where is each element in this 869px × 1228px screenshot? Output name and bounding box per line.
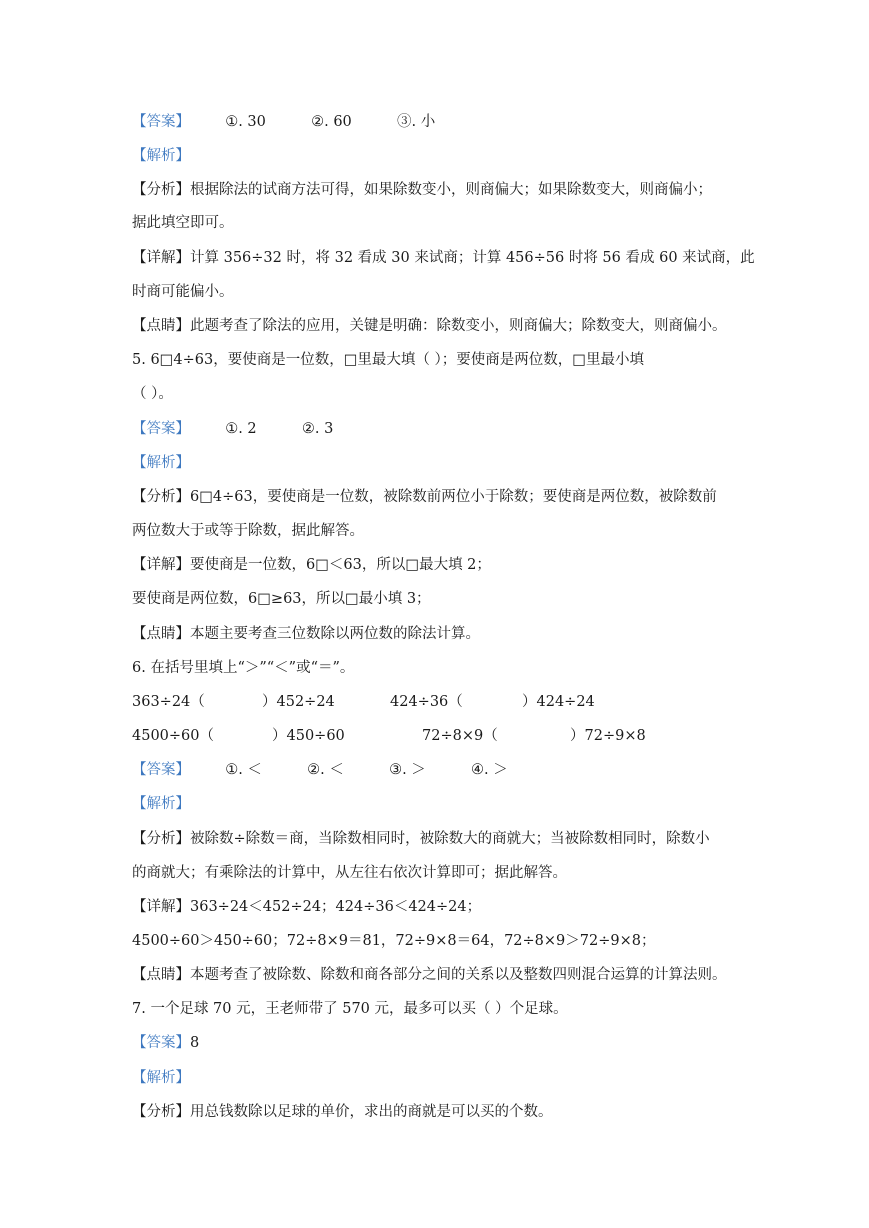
answer-label: 【答案】 bbox=[132, 762, 190, 778]
xiangjie-label: 【详解】 bbox=[132, 250, 190, 266]
q6-answer-line bbox=[132, 760, 749, 780]
q6-dianjing-text: 本题考查了被除数、除数和商各部分之间的关系以及整数四则混合运算的计算法则。 bbox=[190, 967, 727, 983]
analysis-label: 【解析】 bbox=[132, 1070, 190, 1086]
q6-row2-left-rhs: ）450÷60 bbox=[272, 728, 345, 744]
q6-row2-right-rhs: ）72÷9×8 bbox=[570, 728, 646, 744]
fenxi-label: 【分析】 bbox=[132, 831, 190, 847]
answer-label: 【答案】 bbox=[132, 1035, 190, 1051]
q6-answer-1: ①. ＜ bbox=[225, 762, 262, 778]
q6-row1-right-rhs: ）424÷24 bbox=[522, 694, 595, 710]
q7-answer-value: 8 bbox=[190, 1035, 200, 1051]
q4-answer-line bbox=[132, 112, 749, 132]
q7-question-line: 7. 一个足球 70 元，王老师带了 570 元，最多可以买（ ）个足球。 bbox=[132, 1001, 568, 1017]
q6-fenxi-line-1 bbox=[132, 829, 749, 849]
q5-question-line-1: 5. 6□4÷63，要使商是一位数，□里最大填（ ）；要使商是两位数，□里最小填 bbox=[132, 352, 644, 368]
dianjing-label: 【点睛】 bbox=[132, 318, 190, 334]
q6-row1-right-expr: 424÷36（ bbox=[390, 694, 463, 710]
q4-xiangjie-line-2: 时商可能偏小。 bbox=[132, 284, 234, 300]
q4-fenxi-line-1 bbox=[132, 180, 749, 200]
fenxi-label: 【分析】 bbox=[132, 489, 190, 505]
q6-answer-2: ②. ＜ bbox=[307, 762, 344, 778]
q4-dianjing-text: 此题考查了除法的应用，关键是明确：除数变小，则商偏大；除数变大，则商偏小。 bbox=[190, 318, 727, 334]
q6-fenxi-text-1: 被除数÷除数＝商，当除数相同时，被除数大的商就大；当被除数相同时，除数小 bbox=[190, 831, 710, 847]
analysis-label: 【解析】 bbox=[132, 148, 190, 164]
q6-row-2 bbox=[132, 726, 749, 746]
q4-fenxi-line-2: 据此填空即可。 bbox=[132, 215, 234, 231]
q4-dianjing-line bbox=[132, 316, 749, 336]
q4-xiangjie-line-1 bbox=[132, 248, 755, 268]
q6-row1-left-expr: 363÷24（ bbox=[132, 694, 205, 710]
q5-dianjing-line bbox=[132, 624, 749, 644]
q5-fenxi-line-2: 两位数大于或等于除数，据此解答。 bbox=[132, 523, 364, 539]
q6-fenxi-line-2: 的商就大；有乘除法的计算中，从左往右依次计算即可；据此解答。 bbox=[132, 865, 567, 881]
dianjing-label: 【点睛】 bbox=[132, 626, 190, 642]
q5-xiangjie-line-2: 要使商是两位数，6□≥63，所以□最小填 3； bbox=[132, 591, 431, 607]
q6-row-1 bbox=[132, 692, 749, 712]
q5-xiangjie-text-1: 要使商是一位数，6□＜63，所以□最大填 2； bbox=[190, 557, 491, 573]
fenxi-label: 【分析】 bbox=[132, 182, 190, 198]
analysis-label: 【解析】 bbox=[132, 796, 190, 812]
q6-xiangjie-line-2: 4500÷60＞450÷60；72÷8×9＝81，72÷9×8＝64，72÷8×9＞72÷9×8； bbox=[132, 933, 656, 949]
answer-label: 【答案】 bbox=[132, 114, 190, 130]
q4-xiangjie-text-1: 计算 356÷32 时，将 32 看成 30 来试商；计算 456÷56 时将 56 看成 60 来试商，此 bbox=[190, 250, 755, 266]
q6-answer-4: ④. ＞ bbox=[471, 762, 508, 778]
q6-xiangjie-line-1 bbox=[132, 897, 749, 917]
dianjing-label: 【点睛】 bbox=[132, 967, 190, 983]
q5-fenxi-text-1: 6□4÷63，要使商是一位数，被除数前两位小于除数；要使商是两位数，被除数前 bbox=[190, 489, 717, 505]
q6-row2-right-expr: 72÷8×9（ bbox=[422, 728, 498, 744]
q7-fenxi-line bbox=[132, 1102, 749, 1122]
fenxi-label: 【分析】 bbox=[132, 1104, 190, 1120]
q6-row1-left-rhs: ）452÷24 bbox=[262, 694, 335, 710]
q5-fenxi-line-1 bbox=[132, 487, 749, 507]
q4-answer-3: ③. 小 bbox=[397, 114, 436, 130]
q5-dianjing-text: 本题主要考查三位数除以两位数的除法计算。 bbox=[190, 626, 480, 642]
q5-answer-1: ①. 2 bbox=[225, 421, 257, 437]
q6-question-line: 6. 在括号里填上“＞”“＜”或“＝”。 bbox=[132, 660, 355, 676]
xiangjie-label: 【详解】 bbox=[132, 899, 190, 915]
q6-xiangjie-text-1: 363÷24＜452÷24；424÷36＜424÷24； bbox=[190, 899, 482, 915]
analysis-label: 【解析】 bbox=[132, 455, 190, 471]
q5-answer-2: ②. 3 bbox=[301, 421, 334, 437]
q5-question-line-2: （ ）。 bbox=[132, 386, 173, 402]
q4-fenxi-text-1: 根据除法的试商方法可得，如果除数变小，则商偏大；如果除数变大，则商偏小； bbox=[190, 182, 712, 198]
q4-answer-1: ①. 30 bbox=[225, 114, 266, 130]
q5-xiangjie-line-1 bbox=[132, 555, 749, 575]
q6-answer-3: ③. ＞ bbox=[389, 762, 426, 778]
q7-fenxi-text: 用总钱数除以足球的单价，求出的商就是可以买的个数。 bbox=[190, 1104, 553, 1120]
q6-dianjing-line bbox=[132, 965, 749, 985]
q5-answer-line bbox=[132, 419, 749, 439]
q7-answer-line bbox=[132, 1033, 749, 1053]
q4-answer-2: ②. 60 bbox=[311, 114, 352, 130]
xiangjie-label: 【详解】 bbox=[132, 557, 190, 573]
answer-label: 【答案】 bbox=[132, 421, 190, 437]
q6-row2-left-expr: 4500÷60（ bbox=[132, 728, 215, 744]
